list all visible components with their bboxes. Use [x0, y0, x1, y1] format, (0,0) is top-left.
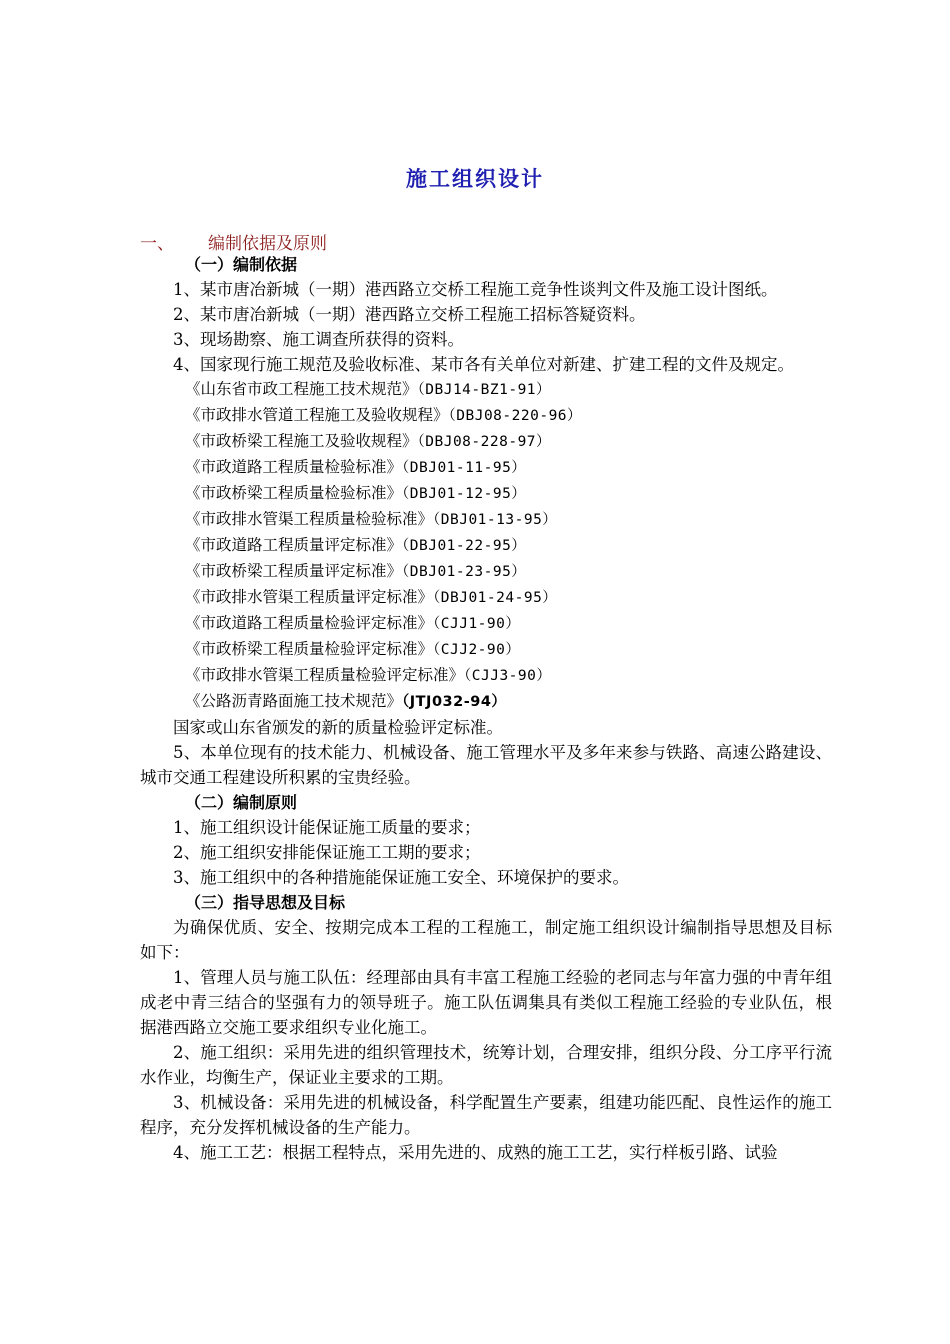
subheading-principles: （二）编制原则 — [185, 793, 298, 812]
paragraph: 1、管理人员与施工队伍：经理部由具有丰富工程施工经验的老同志与年富力强的中青年组成老中青三结合的坚强有力的领导班子。施工队伍调集具有类似工程施工经验的专业队伍，根据港西路立交施工要求组织专业化施工。 — [140, 968, 832, 1037]
reference-item — [140, 429, 832, 455]
section-number: 一、 — [140, 234, 174, 254]
section-title: 编制依据及原则 — [208, 234, 327, 254]
reference-item — [140, 637, 832, 663]
paragraph: 2、施工组织：采用先进的组织管理技术，统筹计划，合理安排，组织分段、分工序平行流水作业，均衡生产，保证业主要求的工期。 — [140, 1043, 832, 1087]
reference-name: 《市政道路工程质量检验标准》 — [185, 458, 403, 476]
reference-code: （DBJ08-220-96） — [448, 408, 583, 424]
reference-code: （DBJ01-13-95） — [433, 512, 558, 528]
reference-name: 《市政排水管渠工程质量评定标准》 — [185, 588, 434, 606]
paragraph: 4、国家现行施工规范及验收标准、某市各有关单位对新建、扩建工程的文件及规定。 — [173, 355, 794, 374]
reference-item — [140, 377, 832, 403]
subheading-guidance: （三）指导思想及目标 — [185, 893, 346, 912]
paragraph: 3、施工组织中的各种措施能保证施工安全、环境保护的要求。 — [173, 868, 629, 887]
reference-code: （DBJ01-23-95） — [402, 564, 527, 580]
reference-code: （DBJ08-228-97） — [417, 434, 552, 450]
reference-name: 《公路沥青路面施工技术规范》 — [185, 692, 403, 710]
paragraph: 国家或山东省颁发的新的质量检验评定标准。 — [173, 718, 503, 737]
paragraph: 3、机械设备：采用先进的机械设备，科学配置生产要素，组建功能匹配、良性运作的施工程序，充分发挥机械设备的生产能力。 — [140, 1093, 832, 1137]
reference-item — [140, 689, 832, 715]
reference-name: 《市政排水管道工程施工及验收规程》 — [185, 406, 449, 424]
reference-name: 《市政排水管渠工程质量检验标准》 — [185, 510, 434, 528]
reference-name: 《市政道路工程质量评定标准》 — [185, 536, 403, 554]
document-title: 施工组织设计 — [406, 167, 544, 191]
reference-item — [140, 507, 832, 533]
paragraph: 1、某市唐冶新城（一期）港西路立交桥工程施工竞争性谈判文件及施工设计图纸。 — [173, 280, 778, 299]
reference-code: （DBJ01-11-95） — [402, 460, 527, 476]
reference-name: 《市政桥梁工程质量评定标准》 — [185, 562, 403, 580]
reference-name: 《市政桥梁工程质量检验评定标准》 — [185, 640, 434, 658]
reference-name: 《市政道路工程质量检验评定标准》 — [185, 614, 434, 632]
reference-item — [140, 533, 832, 559]
reference-item — [140, 403, 832, 429]
reference-name: 《市政排水管渠工程质量检验评定标准》 — [185, 666, 465, 684]
reference-code: （CJJ3-90） — [464, 668, 552, 684]
section-heading — [140, 229, 327, 254]
reference-item — [140, 481, 832, 507]
reference-code: （DBJ01-22-95） — [402, 538, 527, 554]
reference-name: 《市政桥梁工程质量检验标准》 — [185, 484, 403, 502]
reference-item — [140, 455, 832, 481]
reference-item — [140, 663, 832, 689]
reference-name: 《山东省市政工程施工技术规范》 — [185, 380, 418, 398]
reference-code: （JTJ032-94） — [402, 694, 507, 710]
reference-code: （CJJ1-90） — [433, 616, 521, 632]
subheading-basis: （一）编制依据 — [185, 255, 298, 274]
reference-item — [140, 611, 832, 637]
paragraph: 5、本单位现有的技术能力、机械设备、施工管理水平及多年来参与铁路、高速公路建设、城市交通工程建设所积累的宝贵经验。 — [140, 743, 832, 787]
paragraph: 2、施工组织安排能保证施工工期的要求； — [173, 843, 481, 862]
reference-code: （CJJ2-90） — [433, 642, 521, 658]
reference-item — [140, 559, 832, 585]
reference-item — [140, 585, 832, 611]
document-body — [140, 252, 832, 1165]
reference-code: （DBJ01-24-95） — [433, 590, 558, 606]
paragraph: 1、施工组织设计能保证施工质量的要求； — [173, 818, 481, 837]
reference-code: （DBJ01-12-95） — [402, 486, 527, 502]
reference-code: （DBJ14-BZ1-91） — [417, 382, 552, 398]
reference-name: 《市政桥梁工程施工及验收规程》 — [185, 432, 418, 450]
paragraph: 为确保优质、安全、按期完成本工程的工程施工，制定施工组织设计编制指导思想及目标如下： — [140, 918, 832, 962]
paragraph: 4、施工工艺：根据工程特点，采用先进的、成熟的施工工艺，实行样板引路、试验 — [173, 1143, 778, 1162]
paragraph: 3、现场勘察、施工调查所获得的资料。 — [173, 330, 464, 349]
paragraph: 2、某市唐冶新城（一期）港西路立交桥工程施工招标答疑资料。 — [173, 305, 646, 324]
